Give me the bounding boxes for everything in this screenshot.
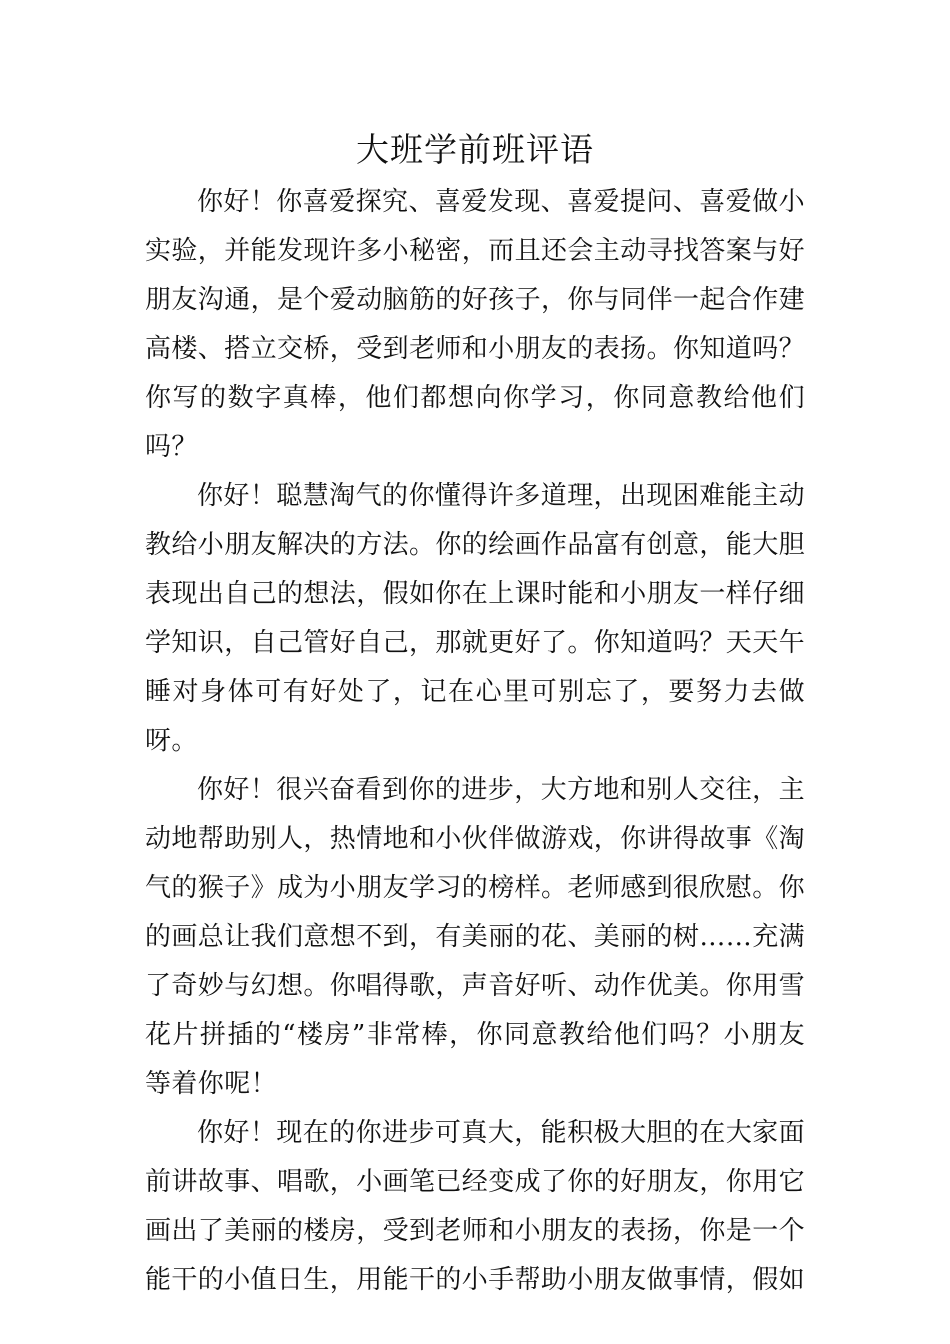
document-title: 大班学前班评语: [356, 130, 594, 169]
paragraph-3: 你好！很兴奋看到你的进步，大方地和别人交往，主动地帮助别人，热情地和小伙伴做游戏，你讲得故事《淘气的猴子》成为小朋友学习的榜样。老师感到很欣慰。你的画总让我们意想不到，有美丽的花、美丽的树……充满了奇妙与幻想。你唱得歌，声音好听、动作优美。你用雪花片拼插的“楼房”非常棒，你同意教给他们吗？小朋友等着你呢！: [145, 775, 806, 1099]
paragraph-1: 你好！你喜爱探究、喜爱发现、喜爱提问、喜爱做小实验，并能发现许多小秘密，而且还会主动寻找答案与好朋友沟通，是个爱动脑筋的好孩子，你与同伴一起合作建高楼、搭立交桥，受到老师和小朋友的表扬。你知道吗？你写的数字真棒，他们都想向你学习，你同意教给他们吗？: [145, 187, 806, 462]
paragraph-4: 你好！现在的你进步可真大，能积极大胆的在大家面前讲故事、唱歌，小画笔已经变成了你的好朋友，你用它画出了美丽的楼房，受到老师和小朋友的表扬，你是一个能干的小值日生，用能干的小手帮助小朋友做事情，假如: [145, 1118, 806, 1295]
document-page: [145, 126, 805, 1305]
paragraph-2: 你好！聪慧淘气的你懂得许多道理，出现困难能主动教给小朋友解决的方法。你的绘画作品富有创意，能大胆表现出自己的想法，假如你在上课时能和小朋友一样仔细学知识，自己管好自己，那就更好了。你知道吗？天天午睡对身体可有好处了，记在心里可别忘了，要努力去做呀。: [145, 481, 806, 756]
